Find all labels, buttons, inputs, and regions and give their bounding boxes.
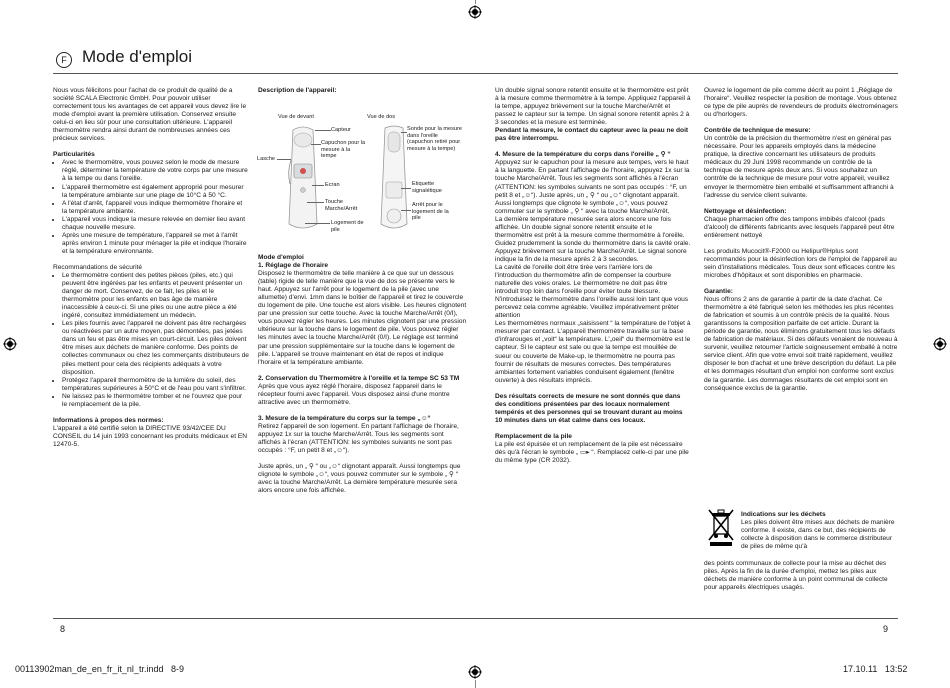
leader-line bbox=[401, 210, 411, 211]
safety-list bbox=[53, 272, 249, 409]
footer-rule bbox=[53, 618, 898, 619]
section-heading: Nettoyage et désinfection: bbox=[704, 207, 787, 215]
header-rule bbox=[53, 73, 898, 74]
paragraph: La cavité de l'oreille doit être tirée vers l'arrière lors de l'introduction du thermomètre afin de compenser la courbure naturelle des voies orales. Le thermomètre ne doit pas être introduit trop loin dans l'oreille pour éviter toute blessure. N'introduisez le thermomètre dans l'oreille aussi loin tant que vous percevez cela comme agréable. Veuillez impérativement prêter attention bbox=[495, 263, 689, 320]
disposal-side-text bbox=[741, 511, 898, 551]
paragraph: Un contrôle de la précision du thermomètre n'est en général pas nécessaire. Pour les appareils employés dans la médecine pratique, la directive concernant les utilisateurs de produits médicaux du 29 Juni 1998 recommande un contrôle de la technique de mesure après deux ans. Si vous souhaitez un contrôle de la technique de mesure pour votre appareil, veuillez envoyer le thermomètre bien emballé et suffisamment affranchi à l'adresse du service client suivante. bbox=[704, 135, 894, 199]
language-badge: F bbox=[56, 52, 72, 68]
diagram-label: Lasche bbox=[257, 156, 276, 162]
paragraph: Les produits Mucocit®-F2000 ou Helipur®Hplus sont recommandés pour la désinfection lors de l'emploi de l'appareil au sein d'installations médicales. Tous deux sont efficaces contre les microbes d'hôpitaux et sont disponibles en pharmacie. bbox=[704, 247, 897, 279]
paragraph: La dernière température mesurée sera alors encore une fois affichée. Un double signal sonore retentit ensuite et le thermomètre est prêt à la mesure comme thermomètre à l'oreille. bbox=[495, 215, 685, 239]
diagram-label: Capteur bbox=[331, 127, 351, 133]
print-slug-datetime: 17.10.11 13:52 bbox=[843, 664, 908, 674]
section-heading: Mode d'emploi bbox=[258, 254, 304, 261]
section-heading: Remplacement de la pile bbox=[495, 432, 572, 440]
paragraph: Retirez l'appareil de son logement. En partant l'affichage de l'horaire, appuyez 1x sur la touche Marche/Arrêt. Tous les segments sont affichés à l'écran (ATTENTION: les symboles suivants ne sont pas occupés : °F, un petit 8 et „☺“). bbox=[258, 422, 459, 455]
diagram-label: Ecran bbox=[325, 182, 340, 188]
column-2-body bbox=[258, 254, 468, 503]
leader-line bbox=[305, 223, 330, 224]
column-4 bbox=[704, 87, 898, 401]
paragraph: Chaque pharmacien offre des tampons imbibés d'alcool (pads d'alcool) de différents fabricants avec lesquels l'appareil peut être entièrement nettoyé bbox=[704, 215, 895, 239]
diagram-label: Logement de pile bbox=[331, 220, 364, 233]
intro-text: Nous vous félicitons pour l'achat de ce produit de qualité de a société SCALA Electronic GmbH. Pour pouvoir utiliser correctement tous les avantages de cet appareil vous devez lire le mode d'emploi avant la première utilisation. Conservez ensuite celui-ci en lieu sûr pour une consultation ultérieure. L'appareil thermomètre rendra ainsi durant de nombreuses années ces précieux services. bbox=[53, 87, 247, 143]
diagram-label: Vue de dos bbox=[367, 114, 396, 120]
leader-line bbox=[312, 185, 324, 186]
page-number-left: 8 bbox=[60, 624, 66, 634]
section-heading: Indications sur les déchets bbox=[741, 511, 826, 518]
diagram-label: Vue de devant bbox=[278, 114, 314, 120]
column-1 bbox=[53, 87, 249, 457]
registration-mark-icon bbox=[933, 337, 947, 351]
list-item: • A l'état d'arrêt, l'appareil vous indique thermomètre l'horaire et la température ambiante. bbox=[62, 200, 249, 216]
paragraph: Les thermomètres normaux „saisissent “ la température de l'objet à mesurer par contact. L'appareil thermomètre travaille sur la base d'infrarouges et „voit“ la température. L'„oeil“ du thermomètre est le capteur. Si le capteur est sale ou que la tempe est mouillée de sueur ou couverte de Make-up, le thermomètre ne pourra pas fournir de résultats de mesures correctes. Des températures ambiantes fortement variables conduisent également (fenêtre ouverte) à des résultats imprécis. bbox=[495, 320, 691, 384]
page-number-right: 9 bbox=[883, 624, 889, 634]
diagram-label: Sonde pour la mesure dans l'oreille (capuchon retiré pour mesure à la tempe) bbox=[407, 126, 463, 152]
registration-mark-icon bbox=[468, 665, 482, 679]
thermometer-back-illustration bbox=[375, 124, 413, 234]
paragraph: Disposez le thermomètre de telle manière à ce que sur un dessous (table) rigide de telle manière que la vue de dos se présente vers le haut. Appuyez sur l'arrêt pour le logement de la pile (avec une allumette) d'envi. 1mm dans le boîtier de l'appareil et tirez le couvercle du logement de pile. Une touche est alors visible. Les heures clignotent par une pression sur cette touche. Avec la touche Marche/Arrêt (0/I), vous pouvez régler les heures. Les minutes clignotent par une pression ultérieure sur la touche dans le logement de pile. Vous pouvez régler les minutes avec la touche Marche/Arrêt (0/I). Le réglage est terminé par une pression supplémentaire sur la touche dans le logement de pile. L'appareil se trouve maintenant en état de repos et indique l'horaire et la température ambiante. bbox=[258, 270, 467, 366]
registration-mark-icon bbox=[468, 5, 482, 19]
crop-mark bbox=[475, 0, 476, 4]
section-heading: 4. Mesure de la température du corps dans l'oreille „ ⚲ “ bbox=[495, 151, 671, 159]
leader-line bbox=[401, 132, 407, 133]
section-heading: Garantie: bbox=[704, 287, 733, 295]
crop-mark bbox=[475, 680, 476, 688]
paragraph: des points communaux de collecte pour la mise au déchet des piles. Après la fin de la durée d'emploi, mettez les piles aux déchets de manière conforme à un point communal de collecte pour appareils électriques usagés. bbox=[704, 560, 888, 592]
list-item: • L'appareil vous indique la mesure relevée en dernier lieu avant chaque nouvelle mesure. bbox=[62, 216, 249, 232]
paragraph: Un double signal sonore retentit ensuite et le thermomètre est prêt à la mesure comme thermomètre à la tempe. Appliquez l'appareil à la tempe, appuyez brièvement sur la touche Marche/Arrêt et passez le capteur sur la tempe. Un signal sonore retentit après 2 à 3 secondes et la mesure est terminée. bbox=[495, 87, 691, 127]
thermometer-front-illustration bbox=[283, 124, 323, 234]
paragraph: Guidez prudemment la sonde du thermomètre dans la cavité orale. Appuyez brièvement sur la touche Marche/Arrêt. Le signal sonore indique la fin de la mesure après 2 à 3 secondes. bbox=[495, 239, 691, 263]
leader-line bbox=[277, 159, 291, 160]
bold-paragraph: Pendant la mesure, le contact du capteur avec la peau ne doit pas être interrompu. bbox=[495, 127, 689, 143]
device-diagram bbox=[255, 110, 467, 252]
features-list bbox=[53, 159, 249, 256]
column-2 bbox=[258, 87, 468, 95]
leader-line bbox=[311, 144, 321, 145]
diagram-label: Capuchon pour la mesure à la tempe bbox=[321, 140, 366, 160]
section-heading: Recommandations de sécurité bbox=[53, 263, 143, 271]
paragraph: Nous offrons 2 ans de garantie à partir de la date d'achat. Ce thermomètre a été fabriqué selon les méthodes les plus récentes de fabrication et soumis à un contrôle précis de la qualité. Nous garantissons la composition parfaite de cet article. Durant la période de garantie, nous éliminons gratuitement tous les défauts de fabrication de matériaux. Si des défauts venaient de nouveau à survenir, veuillez retourner l'article soigneusement emballé à notre service client. Afin que votre envoi soit traité rapidement, veuillez disposer le bon d'achat et une brève description du défaut. La pile et les dommages résultant d'un emploi non conforme sont exclus de la garantie. Les dommages résultants de cet emploi sont en conséquence exclus de la garantie. bbox=[704, 296, 898, 392]
list-item: • Après une mesure de température, l'appareil se met à l'arrêt après environ 1 minute pour ménager la pile et indique l'horaire et la température environnante. bbox=[62, 232, 249, 256]
section-heading: Contrôle de technique de mesure: bbox=[704, 127, 811, 135]
diagram-label: Touche Marche/Arrêt bbox=[325, 199, 358, 212]
leader-line bbox=[315, 130, 331, 131]
print-slug-file: 00113902man_de_en_fr_it_nl_tr.indd 8-9 bbox=[15, 664, 184, 674]
column-3 bbox=[495, 87, 691, 473]
section-heading: 1. Réglage de l'horaire bbox=[258, 262, 329, 270]
crossed-out-bin-icon bbox=[706, 508, 736, 548]
paragraph: Juste après, un „ ⚲ “ ou „☺“ clignotant apparaît. Aussi longtemps que clignote le symbole „☺“, vous pouvez commuter sur le symbole „ ⚲ “ avec la touche Marche/Arrêt. La dernière température mesurée sera alors encore une fois affichée. bbox=[258, 463, 461, 495]
list-item: • L'appareil thermomètre est également approprié pour mesurer la température ambiante sur une plage de 10°C à 50 °C. bbox=[62, 184, 249, 200]
paragraph: Ouvrez le logement de pile comme décrit au point 1 „Réglage de l'horaire“. Veuillez respecter la position de montage. Vous obtenez ce type de pile auprès de revendeurs de produits électroménagers ou d'horlogers. bbox=[704, 87, 898, 119]
registration-mark-icon bbox=[3, 337, 17, 351]
section-heading: 3. Mesure de la température du corps sur la tempe „☺“ bbox=[258, 414, 431, 422]
list-item: • Protégez l'appareil thermomètre de la lumière du soleil, des températures supérieures à 50°C et de l'eau pou vant s'infiltrer. bbox=[62, 377, 249, 393]
list-item: • Ne laissez pas le thermomètre tomber et ne l'ouvrez que pour le remplacement de la pile. bbox=[62, 393, 249, 409]
section-heading: Particularités bbox=[53, 151, 95, 159]
list-item: • Les piles fournis avec l'appareil ne doivent pas être rechargées ou réactivées par un autre moyen, pas démontées, pas jetées dans un feu et pas être mises en court-circuit. Les piles doivent être mises aux déchets de manière conforme. Des points de collectes communaux ou chez les commerçants distributeurs de piles mettent pour cela des récipients adéquats à votre disposition. bbox=[62, 320, 249, 376]
disposal-text bbox=[704, 560, 898, 600]
list-item: • Le thermomètre contient des petites pièces (piles, etc.) qui peuvent être ingérées par les enfants et peuvent présenter un danger de mort. Conservez, de ce fait, les piles et le thermomètre pour les enfants en bas âge de manière inaccessible à ceux-ci. Si une piles ou une autre pièce a été ingéré, consultez immédiatement un médecin. bbox=[62, 272, 249, 320]
paragraph: Appuyez sur le capuchon pour la mesure aux tempes, vers le haut à la languette. En partant l'affichage de l'horaire, appuyez 1x sur la touche Marche/Arrêt. Tous les segments sont affichés à l'écran (ATTENTION: les symboles suivants ne sont pas occupés : °F, un petit 8 et „☺“). Juste après, un „ ⚲ “ ou „☺“ clignotant apparaît. Aussi longtemps que clignote le symbole „☺“, vous pouvez commuter sur le symbole „ ⚲ “ avec la touche Marche/Arrêt. bbox=[495, 159, 690, 215]
diagram-label: Etiquette signalétique bbox=[412, 181, 442, 194]
paragraph: Les piles doivent être mises aux déchets de manière conforme. Il existe, dans ce but, des récipients de collecte à disposition dans le commerce distributeur de piles de même qu'à bbox=[741, 519, 895, 551]
section-heading: Description de l'appareil: bbox=[258, 87, 337, 94]
leader-line bbox=[307, 202, 324, 203]
section-heading: 2. Conservation du Thermomètre à l'oreille et la tempe SC 53 TM bbox=[258, 374, 460, 382]
paragraph: Après que vous ayez réglé l'horaire, disposez l'appareil dans le récepteur fourni avec l'appareil. Vous disposez ainsi d'une montre attractive avec un thermomètre. bbox=[258, 382, 450, 406]
list-item: • Avec le thermomètre, vous pouvez selon le mode de mesure réglé, déterminer la température de votre corps par une mesure à la tempe ou dans l'oreille. bbox=[62, 159, 249, 183]
paragraph: La pile est épuisée et un remplacement de la pile est nécessaire dès qu'à l'écran le symbole „ ▭▸ “. Remplacez celle-ci par une pile du même type (CR 2032). bbox=[495, 440, 689, 465]
page-title: Mode d'emploi bbox=[82, 47, 193, 66]
leader-line bbox=[401, 188, 411, 189]
norms-text: L'appareil a été certifié selon la DIRECTIVE 93/42/CEE DU CONSEIL du 14 juin 1993 concernant les produits médicaux et EN 12470-5. bbox=[53, 424, 248, 448]
section-heading: Informations à propos des normes: bbox=[53, 416, 164, 424]
bold-paragraph: Des résultats corrects de mesure ne sont donnés que dans des conditions présentées par des locaux normalement tempérés et des personnes qui se trouvant durant au moins 10 minutes dans un état calme dans ces locaux. bbox=[495, 392, 683, 424]
diagram-label: Arrêt pour le logement de la pile bbox=[412, 202, 449, 222]
